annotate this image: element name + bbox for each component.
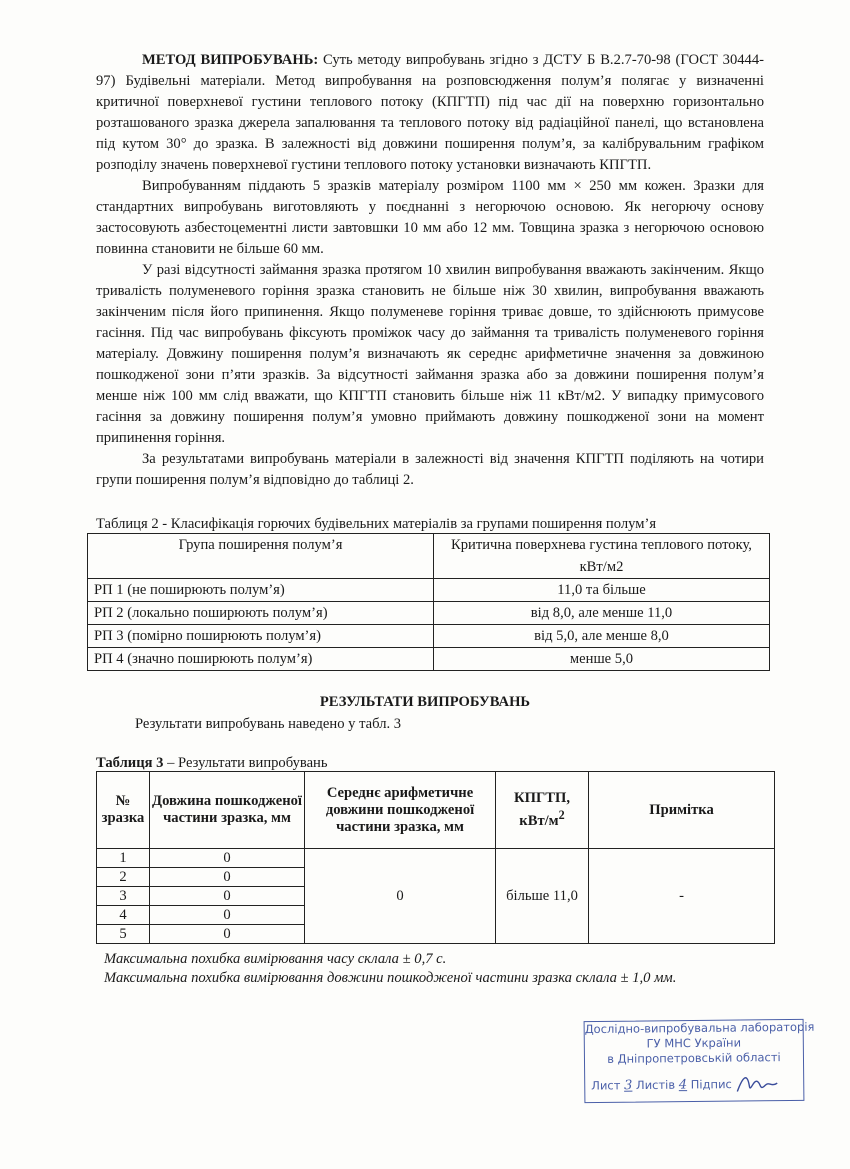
table2-cell-value: 11,0 та більше	[434, 579, 770, 602]
note-length-error: Максимальна похибка вимірювання довжини пошкодженої частини зразка склала ± 1,0 мм.	[104, 970, 677, 986]
table-row	[88, 625, 770, 648]
table-row	[88, 648, 770, 671]
stamp-sheet-line: Лист 3 Листів 4 Підпис	[585, 1071, 803, 1099]
table3-cell-kpgtp: більше 11,0	[496, 849, 589, 944]
table3-header-length: Довжина пошкодженої частини зразка, мм	[150, 772, 305, 849]
stamp-line-1: Дослідно-випробувальна лабораторія	[584, 1019, 815, 1037]
table2-cell-value: менше 5,0	[434, 648, 770, 671]
results-title: РЕЗУЛЬТАТИ ВИПРОБУВАНЬ	[319, 694, 531, 710]
table2-header-row	[88, 534, 770, 579]
signature-icon	[735, 1071, 779, 1097]
table2-cell-value: від 5,0, але менше 8,0	[434, 625, 770, 648]
note-time-error: Максимальна похибка вимірювання часу склала ± 0,7 с.	[104, 951, 447, 967]
table3-cell-length: 0	[150, 849, 305, 868]
method-paragraph-1: МЕТОД ВИПРОБУВАНЬ: Суть методу випробувань згідно з ДСТУ Б В.2.7-70-98 (ГОСТ 30444-97) Будівельні матеріали. Метод випробування на розповсюдження полум’я полягає у визначенні критичної поверхневої густини теплового потоку (КПГТП) під час дії на поверхню горизонтально розташованого зразка джерела запалювання та теплового потоку від радіаційної панелі, що встановлена під кутом 30° до зразка. В залежності від довжини поширення полум’я, за калібрувальним графіком розподілу значень поверхневої густини теплового потоку установки визначають КПГТП.	[96, 52, 764, 173]
table3-cell-length: 0	[150, 887, 305, 906]
table3-cell-length: 0	[150, 925, 305, 944]
measurement-notes	[104, 950, 676, 988]
table3-caption: Таблиця 3 – Результати випробувань	[96, 755, 328, 771]
table-row	[97, 849, 775, 868]
lab-stamp	[584, 1019, 815, 1103]
method-heading: МЕТОД ВИПРОБУВАНЬ:	[142, 52, 319, 68]
table3-cell-mean: 0	[305, 849, 496, 944]
table2-cell-group: РП 4 (значно поширюють полум’я)	[88, 648, 434, 671]
table3-cell-num: 2	[97, 868, 150, 887]
table3-header-row	[97, 772, 775, 849]
table2-cell-value: від 8,0, але менше 11,0	[434, 602, 770, 625]
table2-cell-group: РП 1 (не поширюють полум’я)	[88, 579, 434, 602]
table-row	[88, 579, 770, 602]
table3-cell-note: -	[589, 849, 775, 944]
method-paragraph-3: У разі відсутності займання зразка протягом 10 хвилин випробування вважають закінченим. Якщо тривалість полуменевого горіння зразка становить не більше ніж 30 хвилин, випробування вважають закінченим після його припинення. Якщо полуменеве горіння триває довше, то здійснюють примусове гасіння. Під час випробувань фіксують проміжок часу до займання та тривалість полуменевого горіння матеріалу. Довжину поширення полум’я визначають як середнє арифметичне значення за довжиною пошкодженої зони п’яти зразків. За відсутності займання зразка або за довжини поширення полум’я менше ніж 100 мм слід вважати, що КПГТП становить більше ніж 11 кВт/м2. У випадку примусового гасіння за довжину поширення полум’я умовно приймають довжину пошкодженої зони на момент припинення горіння.	[96, 262, 764, 446]
table3-cell-num: 4	[97, 906, 150, 925]
table3-cell-num: 5	[97, 925, 150, 944]
table3-cell-length: 0	[150, 868, 305, 887]
table2	[87, 533, 770, 671]
table2-caption: Таблиця 2 - Класифікація горючих будівельних матеріалів за групами поширення полум’я	[96, 516, 657, 532]
table-row	[88, 602, 770, 625]
method-paragraph-4: За результатами випробувань матеріали в залежності від значення КПГТП поділяють на чотири групи поширення полум’я відповідно до таблиці 2.	[96, 451, 764, 488]
stamp-sheet-number: 3	[623, 1078, 633, 1094]
table3-header-note: Примітка	[589, 772, 775, 849]
table3	[96, 771, 775, 944]
results-intro: Результати випробувань наведено у табл. 3	[135, 716, 402, 732]
table2-header-group: Група поширення полум’я	[88, 534, 434, 579]
table2-cell-group: РП 3 (помірно поширюють полум’я)	[88, 625, 434, 648]
method-section	[96, 50, 764, 491]
table3-header-mean: Середнє арифметичне довжини пошкодженої частини зразка, мм	[305, 772, 496, 849]
stamp-sheets-total: 4	[678, 1077, 688, 1093]
table3-header-num: № зразка	[97, 772, 150, 849]
table2-header-density: Критична поверхнева густина теплового потоку, кВт/м2	[434, 534, 770, 579]
table3-cell-num: 3	[97, 887, 150, 906]
table2-cell-group: РП 2 (локально поширюють полум’я)	[88, 602, 434, 625]
method-paragraph-2: Випробуванням піддають 5 зразків матеріалу розміром 1100 мм × 250 мм кожен. Зразки для стандартних випробувань виготовляють у поєднанні з негорючою основою. Як негорючу основу застосовують азбестоцементні листи завтовшки 10 мм або 12 мм. Товщина зразка з негорючою основою повинна становити не більше 60 мм.	[96, 178, 764, 257]
table3-cell-num: 1	[97, 849, 150, 868]
table3-cell-length: 0	[150, 906, 305, 925]
stamp-line-2: ГУ МНС України	[646, 1035, 742, 1051]
stamp-line-3: в Дніпропетровській області	[607, 1050, 781, 1066]
table3-header-kpgtp: КПГТП, кВт/$м^2$	[496, 772, 589, 849]
